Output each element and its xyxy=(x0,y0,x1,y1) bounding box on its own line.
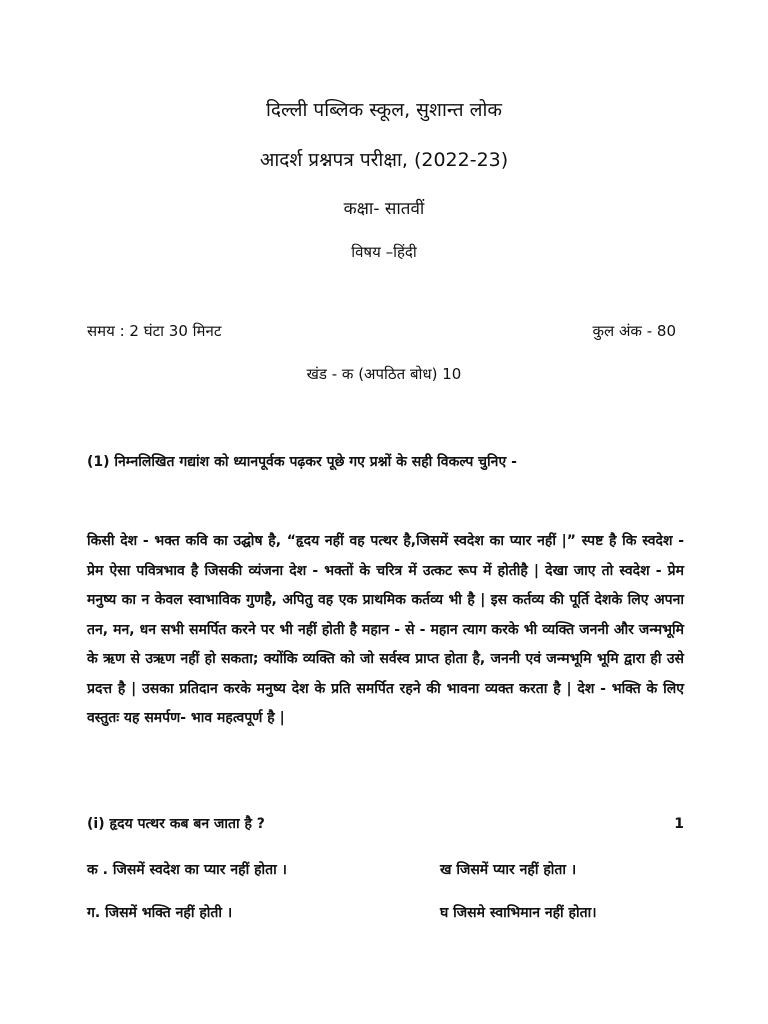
school-name: दिल्ली पब्लिक स्कूल, सुशान्त लोक xyxy=(266,99,502,121)
total-marks: कुल अंक - 80 xyxy=(592,322,676,340)
section-heading: खंड - क (अपठित बोध) 10 xyxy=(306,365,462,383)
question-instruction: (1) निम्नलिखित गद्यांश को ध्यानपूर्वक पढ़कर पूछे गए प्रश्नों के सही विकल्प चुनिए - xyxy=(87,454,517,470)
exam-title: आदर्श प्रश्नपत्र परीक्षा, (2022-23) xyxy=(259,149,509,171)
option-c: ग. जिसमें भक्ति नहीं होती । xyxy=(87,905,233,921)
question-text: (i) हृदय पत्थर कब बन जाता है ? xyxy=(87,816,265,832)
class-label: कक्षा- सातवीं xyxy=(343,199,425,219)
reading-passage: किसी देश - भक्त कवि का उद्घोष है, “हृदय नहीं वह पत्थर है,जिसमें स्वदेश का प्यार नहीं |” स्पष्ट है कि स्वदेश - प्रेम ऐसा पवित्रभाव है जिसकी व्यंजना देश - भक्तों के चरित्र में उत्कट रूप में होतीहै | देखा जाए तो स्वदेश - प्रेम मनुष्य का न केवल स्वाभाविक गुणहै, अपितु वह एक प्राथमिक कर्तव्य भी है | इस कर्तव्य की पूर्ति देशके लिए अपना तन, मन, धन सभी समर्पित करने पर भी नहीं होती है महान - से - महान त्याग करके भी व्यक्ति जननी और जन्मभूमि के ऋण से उऋण नहीं हो सकता; क्योंकि व्यक्ति को जो सर्वस्व प्राप्त होता है, जननी एवं जन्मभूमि भूमि द्वारा ही उसे प्रदत्त है | उसका प्रतिदान करके मनुष्य देश के प्रति समर्पित रहने की भावना व्यक्त करता है | देश - भक्ति के लिए वस्तुतः यह समर्पण- भाव महत्वपूर्ण है | xyxy=(87,533,684,726)
question-marks: 1 xyxy=(674,816,684,832)
subject-label: विषय –हिंदी xyxy=(351,243,417,261)
option-a: क . जिसमें स्वदेश का प्यार नहीं होता । xyxy=(87,862,287,878)
option-b: ख जिसमें प्यार नहीं होता । xyxy=(440,862,577,878)
time-allowed: समय : 2 घंटा 30 मिनट xyxy=(87,322,222,340)
option-d: घ जिसमे स्वाभिमान नहीं होता। xyxy=(440,905,597,921)
